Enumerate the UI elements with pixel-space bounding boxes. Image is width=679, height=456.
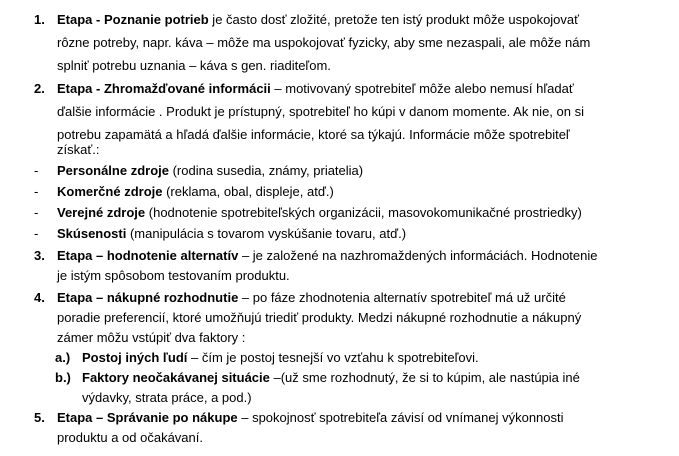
source-item bbox=[57, 163, 363, 178]
item-heading: Etapa - Zhromažďované informácii bbox=[57, 81, 271, 96]
dash-marker: - bbox=[34, 205, 39, 220]
factor-text: –(už sme rozhodnutý, že si to kúpim, ale nastúpia iné bbox=[269, 370, 580, 385]
list-item-line: ďalšie informácie . Produkt je prístupný, spotrebiteľ ho kúpi v danom momente. Ak nie, on si bbox=[57, 104, 584, 119]
list-marker: 2. bbox=[34, 81, 45, 96]
list-marker: 5. bbox=[34, 410, 45, 425]
list-item-line: splniť potrebu uznania – káva s gen. riaditeľom. bbox=[57, 58, 331, 73]
source-item bbox=[57, 184, 334, 199]
source-text: (manipulácia s tovarom vyskúšanie tovaru, atď.) bbox=[126, 226, 407, 241]
source-heading: Personálne zdroje bbox=[57, 163, 169, 178]
sublist-marker: a.) bbox=[55, 350, 71, 365]
sublist-marker: b.) bbox=[55, 370, 71, 385]
source-heading: Skúsenosti bbox=[57, 226, 127, 241]
item-heading: Etapa – hodnotenie alternatív bbox=[57, 248, 239, 263]
factor-item: výdavky, strata práce, a pod.) bbox=[82, 390, 252, 405]
list-item-line: rôzne potreby, napr. káva – môže ma uspokojovať fyzicky, aby sme nezaspali, ale môže nám bbox=[57, 35, 591, 50]
item-heading: Etapa – nákupné rozhodnutie bbox=[57, 290, 239, 305]
source-text: (hodnotenie spotrebiteľských organizácii, masovokomunikačné prostriedky) bbox=[145, 205, 582, 220]
list-item-line bbox=[57, 248, 598, 263]
list-marker: 3. bbox=[34, 248, 45, 263]
list-marker: 4. bbox=[34, 290, 45, 305]
item-text: – je založené na nazhromaždených informáciách. Hodnotenie bbox=[238, 248, 598, 263]
source-text: (reklama, obal, displeje, atď.) bbox=[162, 184, 334, 199]
dash-marker: - bbox=[34, 163, 39, 178]
list-marker: 1. bbox=[34, 12, 45, 27]
item-text: – motivovaný spotrebiteľ môže alebo nemusí hľadať bbox=[270, 81, 574, 96]
list-item-line: produktu a od očakávaní. bbox=[57, 430, 203, 445]
list-item-line: je istým spôsobom testovaním produktu. bbox=[57, 268, 290, 283]
factor-text: – čím je postoj tesnejší vo vzťahu k spotrebiteľovi. bbox=[187, 350, 479, 365]
factor-item bbox=[82, 370, 580, 385]
item-text: – spokojnosť spotrebiteľa závisí od vnímanej výkonnosti bbox=[237, 410, 564, 425]
source-item bbox=[57, 226, 406, 241]
source-heading: Komerčné zdroje bbox=[57, 184, 163, 199]
source-text: (rodina susedia, známy, priatelia) bbox=[168, 163, 364, 178]
list-item-line: potrebu zapamätá a hľadá ďalšie informácie, ktoré sa týkajú. Informácie môže spotrebiteľ bbox=[57, 127, 570, 142]
list-item-line: zámer môžu vstúpiť dva faktory : bbox=[57, 330, 246, 345]
list-item-line bbox=[57, 12, 579, 27]
list-item-line bbox=[57, 81, 574, 96]
item-text: je často dosť zložité, pretože ten istý produkt môže uspokojovať bbox=[208, 12, 580, 27]
source-item bbox=[57, 205, 582, 220]
dash-marker: - bbox=[34, 226, 39, 241]
dash-marker: - bbox=[34, 184, 39, 199]
list-item-line: získať.: bbox=[57, 142, 100, 157]
list-item-line bbox=[57, 410, 564, 425]
source-heading: Verejné zdroje bbox=[57, 205, 146, 220]
list-item-line: poradie preferencií, ktoré umožňujú triediť produkty. Medzi nákupné rozhodnutie a nákupný bbox=[57, 310, 582, 325]
item-heading: Etapa – Správanie po nákupe bbox=[57, 410, 238, 425]
item-text: – po fáze zhodnotenia alternatív spotrebiteľ má už určité bbox=[238, 290, 566, 305]
factor-item bbox=[82, 350, 479, 365]
list-item-line bbox=[57, 290, 566, 305]
factor-heading: Postoj iných ľudí bbox=[82, 350, 188, 365]
item-heading: Etapa - Poznanie potrieb bbox=[57, 12, 209, 27]
factor-heading: Faktory neočakávanej situácie bbox=[82, 370, 270, 385]
